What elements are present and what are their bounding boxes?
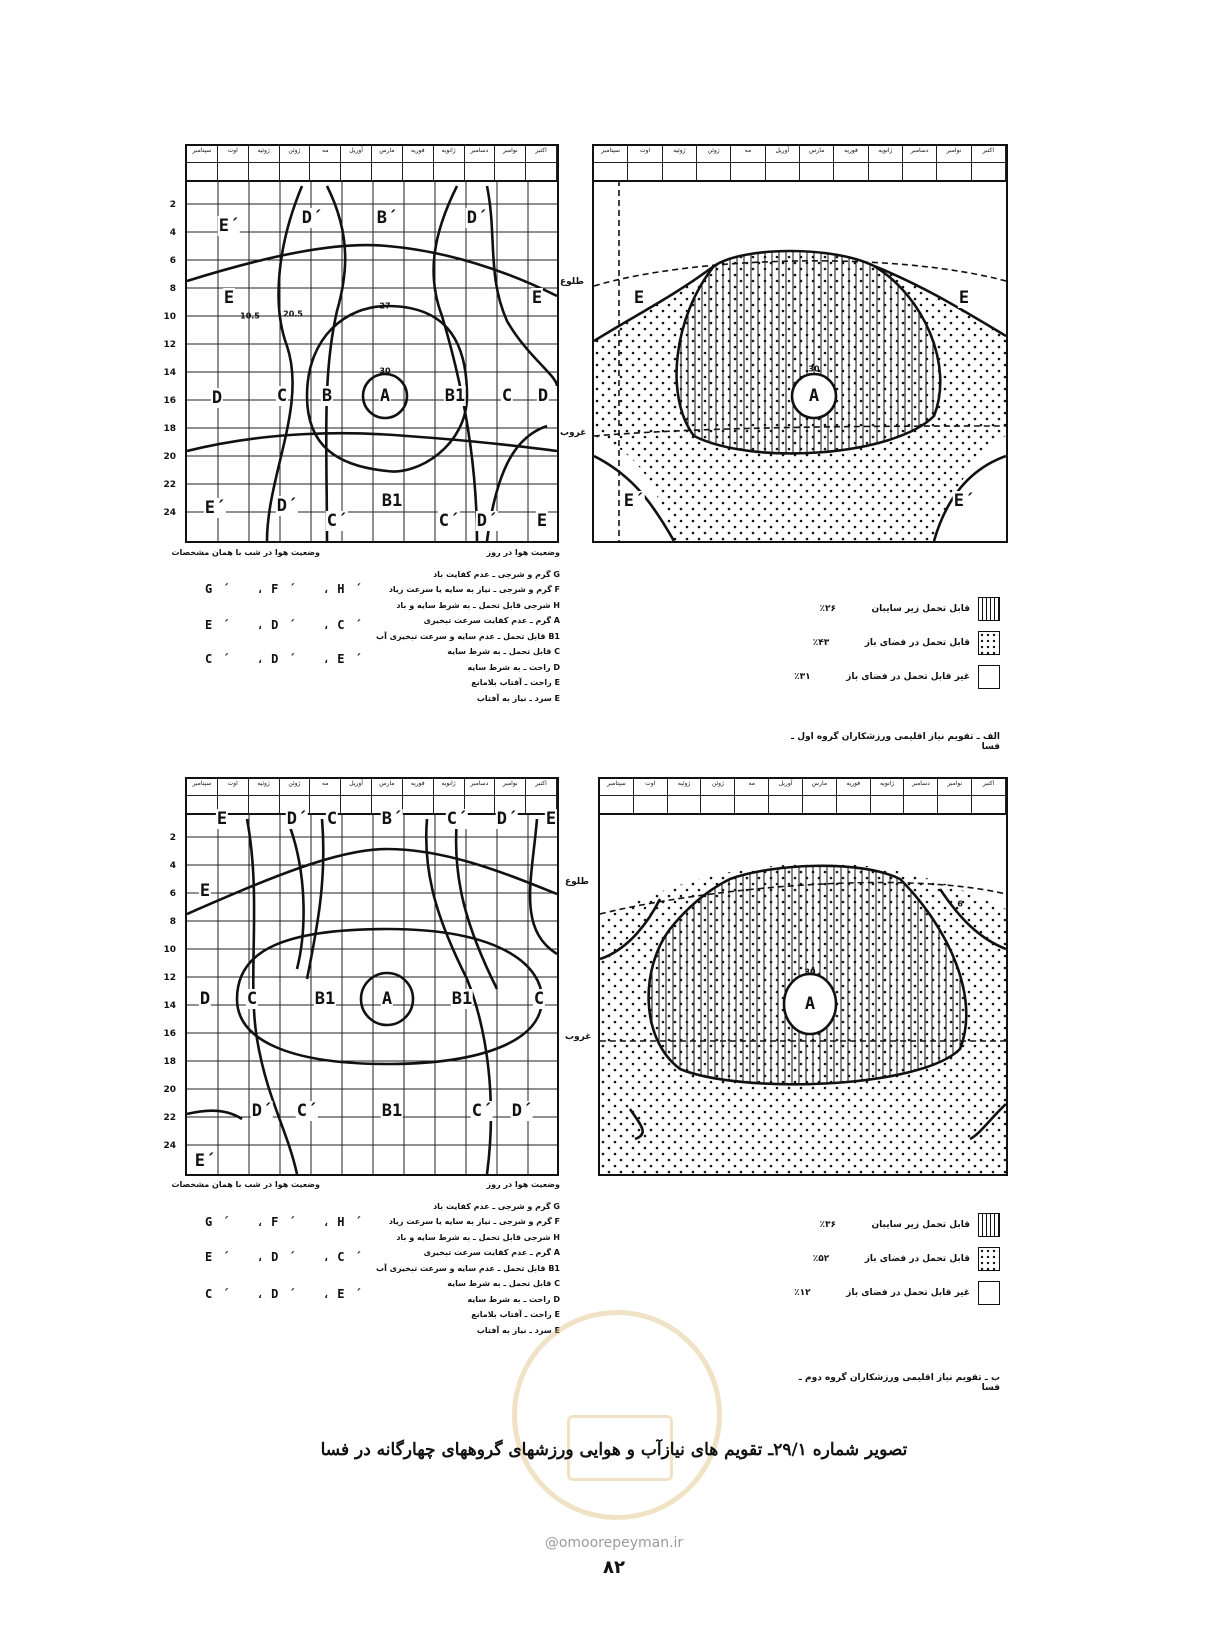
watermark-seal bbox=[512, 1310, 722, 1520]
panel-b-weather-grid bbox=[185, 777, 559, 1176]
zone-label: B1 bbox=[451, 989, 473, 1009]
hour-label: 16 bbox=[163, 396, 176, 406]
shade-pct: ٪۱۲ bbox=[794, 1288, 811, 1298]
caption-b: ب ـ تقویم نیاز اقلیمی ورزشکاران گروه دوم ـ فسا bbox=[798, 1373, 1000, 1393]
shade-legend-a bbox=[780, 592, 1000, 694]
shade-swatch-lines bbox=[978, 1213, 1000, 1237]
zone-label: B1 bbox=[314, 989, 336, 1009]
hour-label: 20 bbox=[163, 452, 176, 462]
legend-item: B1 قابل تحمل ـ عدم سایه و سرعت تبخیری آب bbox=[376, 631, 560, 641]
zone-label: C bbox=[246, 989, 258, 1009]
month-cell: اوت bbox=[218, 779, 249, 813]
legend-item: E سرد ـ نیاز به آفتاب bbox=[476, 1325, 560, 1335]
zone-label: D´ bbox=[511, 1101, 533, 1121]
month-cell: سپتامبر bbox=[187, 779, 218, 813]
sunset-label: غروب bbox=[565, 1032, 592, 1042]
month-cell: مه bbox=[310, 146, 341, 180]
shade-swatch-lines bbox=[978, 597, 1000, 621]
shade-pct: ٪۳۱ bbox=[794, 672, 811, 682]
zone-label: D´ bbox=[476, 511, 498, 531]
zone-label: C bbox=[501, 386, 513, 406]
month-cell: فوریه bbox=[403, 779, 434, 813]
figure-caption: تصویر شماره ۲۹/۱ـ تقویم های نیازآب و هوایی ورزشهای گروههای چهارگانه در فسا bbox=[320, 1440, 908, 1460]
legend-item: A گرم ـ عدم کفایت سرعت تبخیری bbox=[423, 616, 560, 625]
shade-swatch-empty bbox=[978, 1281, 1000, 1305]
sunrise-label: طلوع bbox=[565, 877, 589, 887]
shade-pct: ٪۴۳ bbox=[812, 638, 830, 648]
month-cell: اوت bbox=[634, 779, 668, 813]
zone-label: E´ bbox=[194, 1151, 216, 1171]
month-cell: ژوئن bbox=[697, 146, 731, 180]
zone-label: A bbox=[808, 386, 820, 406]
night-row: C´ ، D´ ، E´ bbox=[205, 652, 372, 666]
month-cell: فوریه bbox=[403, 146, 434, 180]
legend-night-a bbox=[170, 545, 320, 567]
month-cell: ژوئیه bbox=[668, 779, 702, 813]
month-cell: ژوئیه bbox=[249, 146, 280, 180]
hour-label: 24 bbox=[163, 1141, 176, 1151]
month-cell: آوریل bbox=[341, 779, 372, 813]
night-row: E´ ، D´ ، C´ bbox=[205, 1250, 372, 1264]
month-cell: نوامبر bbox=[937, 146, 971, 180]
zone-label: C´ bbox=[471, 1101, 493, 1121]
month-cell: مارس bbox=[372, 146, 403, 180]
isoline-value: 30 bbox=[804, 967, 816, 977]
isoline-value: 27 bbox=[379, 301, 391, 311]
month-cell: دسامبر bbox=[465, 146, 496, 180]
month-cell: اکتبر bbox=[972, 779, 1006, 813]
night-row: G´ ، F´ ، H´ bbox=[205, 1215, 372, 1229]
hour-label: 24 bbox=[163, 508, 176, 518]
month-cell: آوریل bbox=[766, 146, 800, 180]
month-cell: اکتبر bbox=[972, 146, 1006, 180]
zone-label: B1 bbox=[381, 491, 403, 511]
hour-label: 12 bbox=[163, 973, 176, 983]
month-cell: ژانویه bbox=[871, 779, 905, 813]
panel-a-shade-chart bbox=[592, 144, 1008, 543]
legend-item: E راحت ـ آفتاب بلامانع bbox=[471, 1310, 560, 1319]
zone-label: E bbox=[633, 288, 645, 308]
shade-swatch-empty bbox=[978, 665, 1000, 689]
zone-label: E bbox=[199, 881, 211, 901]
legend-item: D راحت ـ به شرط سایه bbox=[467, 662, 560, 672]
legend-item: H شرجی قابل تحمل ـ به شرط سایه و باد bbox=[396, 600, 560, 610]
zone-label: D´ bbox=[251, 1101, 273, 1121]
zone-label: E bbox=[531, 288, 543, 308]
month-cell: ژوئیه bbox=[249, 779, 280, 813]
hour-label: 8 bbox=[169, 284, 176, 294]
shade-pct: ٪۵۲ bbox=[812, 1254, 830, 1264]
legend-item: G گرم و شرجی ـ عدم کفایت باد bbox=[433, 1201, 560, 1211]
hour-label: 10 bbox=[163, 312, 176, 322]
month-cell: مارس bbox=[803, 779, 837, 813]
zone-label: D bbox=[537, 386, 549, 406]
hour-label: 16 bbox=[163, 1029, 176, 1039]
legend-item: F گرم و شرجی ـ نیاز به سایه یا سرعت زیاد bbox=[388, 585, 560, 594]
zone-label: E bbox=[536, 511, 548, 531]
hour-label: 22 bbox=[163, 480, 176, 490]
month-cell: اکتبر bbox=[526, 779, 557, 813]
month-cell: ژانویه bbox=[434, 146, 465, 180]
zone-label: D´ bbox=[301, 208, 323, 228]
zone-label: E´ bbox=[218, 216, 240, 236]
month-cell: فوریه bbox=[837, 779, 871, 813]
isoline-value: 6 bbox=[957, 899, 963, 909]
month-cell: آوریل bbox=[769, 779, 803, 813]
isoline-value: 10.5 bbox=[240, 311, 260, 321]
zone-label: B1 bbox=[381, 1101, 403, 1121]
month-cell: اوت bbox=[218, 146, 249, 180]
zone-label: A bbox=[379, 386, 391, 406]
zone-label: B´ bbox=[376, 208, 398, 228]
zone-label: C´ bbox=[326, 511, 348, 531]
shade-swatch-dots bbox=[978, 1247, 1000, 1271]
hour-label: 6 bbox=[169, 889, 176, 899]
zone-label: B bbox=[321, 386, 333, 406]
legend-item: H شرجی قابل تحمل ـ به شرط سایه و باد bbox=[396, 1232, 560, 1242]
shade-label: غیر قابل تحمل در فضای باز bbox=[846, 672, 970, 682]
zone-label: C´ bbox=[296, 1101, 318, 1121]
zone-label: D´ bbox=[286, 809, 308, 829]
zone-label: C bbox=[276, 386, 288, 406]
month-cell: سپتامبر bbox=[187, 146, 218, 180]
hour-label: 10 bbox=[163, 945, 176, 955]
month-cell: ژوئن bbox=[701, 779, 735, 813]
hour-label: 14 bbox=[163, 1001, 176, 1011]
zone-label: C bbox=[326, 809, 338, 829]
hour-label: 18 bbox=[163, 424, 176, 434]
month-cell: مه bbox=[310, 779, 341, 813]
zone-label: D bbox=[199, 989, 211, 1009]
zone-label: B1 bbox=[444, 386, 466, 406]
hour-label: 2 bbox=[169, 833, 176, 843]
month-cell: ژانویه bbox=[434, 779, 465, 813]
zone-label: D´ bbox=[276, 496, 298, 516]
panel-b-zones-svg bbox=[600, 779, 1006, 1174]
zone-label: E´ bbox=[204, 498, 226, 518]
month-cell: دسامبر bbox=[903, 146, 937, 180]
zone-label: E´ bbox=[953, 491, 975, 511]
legend-day-a bbox=[360, 545, 560, 706]
zone-label: E bbox=[958, 288, 970, 308]
month-cell: مارس bbox=[372, 779, 403, 813]
panel-a-weather-grid bbox=[185, 144, 559, 543]
zone-label: C bbox=[533, 989, 545, 1009]
zone-label: C´ bbox=[438, 511, 460, 531]
shade-label: غیر قابل تحمل در فضای باز bbox=[846, 1288, 970, 1298]
panel-b-shade-chart bbox=[598, 777, 1008, 1176]
zone-label: C´ bbox=[446, 809, 468, 829]
night-row: E´ ، D´ ، C´ bbox=[205, 618, 372, 632]
legend-title: وضعیت هوا در شب با همان مشخصات bbox=[171, 548, 320, 557]
zone-label: E bbox=[545, 809, 557, 829]
legend-item: B1 قابل تحمل ـ عدم سایه و سرعت تبخیری آب bbox=[376, 1263, 560, 1273]
legend-item: G گرم و شرجی ـ عدم کفایت باد bbox=[433, 569, 560, 579]
month-cell: نوامبر bbox=[495, 146, 526, 180]
zone-label: E´ bbox=[623, 491, 645, 511]
zone-label: D bbox=[211, 388, 223, 408]
zone-label: A bbox=[381, 989, 393, 1009]
month-cell: اوت bbox=[628, 146, 662, 180]
month-cell: نوامبر bbox=[938, 779, 972, 813]
shade-legend-b bbox=[780, 1208, 1000, 1310]
zone-label: E bbox=[216, 809, 228, 829]
sunset-label: غروب bbox=[560, 428, 587, 438]
legend-item: D راحت ـ به شرط سایه bbox=[467, 1294, 560, 1304]
sunrise-label: طلوع bbox=[560, 277, 584, 287]
month-cell: سپتامبر bbox=[594, 146, 628, 180]
shade-swatch-dots bbox=[978, 631, 1000, 655]
month-cell: سپتامبر bbox=[600, 779, 634, 813]
month-cell: اکتبر bbox=[526, 146, 557, 180]
legend-item: C قابل تحمل ـ به شرط سایه bbox=[447, 647, 560, 656]
legend-item: C قابل تحمل ـ به شرط سایه bbox=[447, 1279, 560, 1288]
month-cell: فوریه bbox=[834, 146, 868, 180]
zone-label: A bbox=[804, 994, 816, 1014]
night-row: G´ ، F´ ، H´ bbox=[205, 582, 372, 596]
isoline-value: 30 bbox=[379, 366, 391, 376]
page-number: ۸۲ bbox=[603, 1557, 625, 1578]
isoline-value: 30 bbox=[808, 364, 820, 374]
hour-label: 4 bbox=[169, 228, 176, 238]
hour-label: 6 bbox=[169, 256, 176, 266]
zone-label: D´ bbox=[466, 208, 488, 228]
night-row: C´ ، D´ ، E´ bbox=[205, 1287, 372, 1301]
month-cell: مه bbox=[735, 779, 769, 813]
hour-label: 4 bbox=[169, 861, 176, 871]
hour-label: 22 bbox=[163, 1113, 176, 1123]
shade-label: قابل تحمل در فضای باز bbox=[864, 1254, 970, 1264]
panel-a-zones-svg bbox=[594, 146, 1006, 541]
zone-label: B´ bbox=[381, 809, 403, 829]
month-cell: مارس bbox=[800, 146, 834, 180]
legend-title: وضعیت هوا در روز bbox=[486, 548, 560, 557]
month-cell: ژوئن bbox=[280, 779, 311, 813]
month-cell: دسامبر bbox=[904, 779, 938, 813]
month-cell: نوامبر bbox=[495, 779, 526, 813]
legend-night-b bbox=[170, 1177, 320, 1199]
hour-label: 18 bbox=[163, 1057, 176, 1067]
zone-label: D´ bbox=[496, 809, 518, 829]
month-cell: ژوئن bbox=[280, 146, 311, 180]
watermark-url: @omoorepeyman.ir bbox=[544, 1535, 684, 1551]
legend-item: F گرم و شرجی ـ نیاز به سایه یا سرعت زیاد bbox=[388, 1217, 560, 1226]
caption-a: الف ـ تقویم نیاز اقلیمی ورزشکاران گروه اول ـ فسا bbox=[790, 732, 1000, 752]
legend-item: E راحت ـ آفتاب بلامانع bbox=[471, 678, 560, 687]
month-cell: مه bbox=[731, 146, 765, 180]
hour-label: 2 bbox=[169, 200, 176, 210]
shade-label: قابل تحمل در فضای باز bbox=[864, 638, 970, 648]
shade-pct: ٪۲۶ bbox=[819, 604, 836, 614]
legend-day-b bbox=[360, 1177, 560, 1338]
shade-pct: ٪۳۶ bbox=[819, 1220, 836, 1230]
shade-label: قابل تحمل زیر سایبان bbox=[871, 604, 970, 614]
hour-label: 14 bbox=[163, 368, 176, 378]
hour-label: 12 bbox=[163, 340, 176, 350]
isoline-value: 20.5 bbox=[283, 309, 303, 319]
legend-item: A گرم ـ عدم کفایت سرعت تبخیری bbox=[423, 1248, 560, 1257]
hour-label: 20 bbox=[163, 1085, 176, 1095]
legend-title: وضعیت هوا در روز bbox=[486, 1180, 560, 1189]
hour-label: 8 bbox=[169, 917, 176, 927]
panel-b-isolines bbox=[187, 779, 557, 1174]
panel-a-isolines bbox=[187, 146, 557, 541]
month-cell: آوریل bbox=[341, 146, 372, 180]
month-cell: ژانویه bbox=[869, 146, 903, 180]
shade-label: قابل تحمل زیر سایبان bbox=[871, 1220, 970, 1230]
zone-label: E bbox=[223, 288, 235, 308]
month-cell: ژوئیه bbox=[663, 146, 697, 180]
month-cell: دسامبر bbox=[465, 779, 496, 813]
legend-title: وضعیت هوا در شب با همان مشخصات bbox=[171, 1180, 320, 1189]
legend-item: E سرد ـ نیاز به آفتاب bbox=[476, 693, 560, 703]
